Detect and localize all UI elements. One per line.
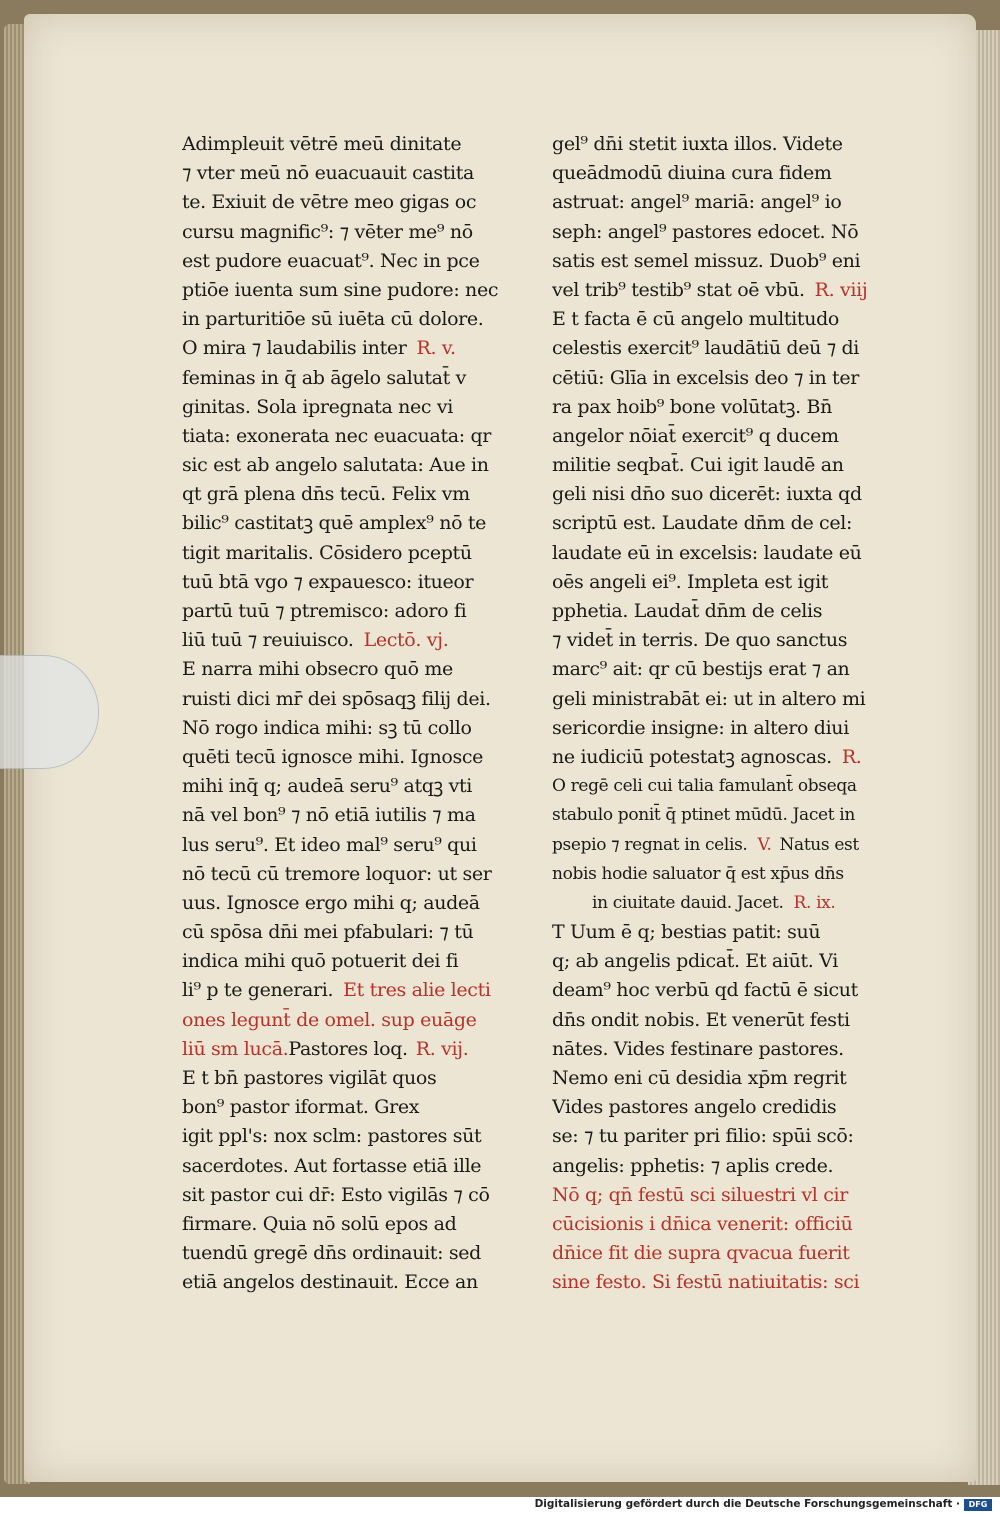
line-text: cū spōsa dn̄i mei pfabulari: ⁊ tū bbox=[182, 921, 474, 944]
text-line bbox=[182, 539, 532, 568]
line-text: igit ppl's: nox sclm: pastores sūt bbox=[182, 1125, 482, 1148]
text-line bbox=[552, 831, 902, 860]
line-text: te. Exiuit de vētre meo gigas oc bbox=[182, 191, 477, 214]
line-text: partū tuū ⁊ ptremisco: adoro fi bbox=[182, 600, 467, 622]
text-line bbox=[552, 685, 902, 714]
line-text: mihi inq̄ q; audeā seru⁹ atqꝫ vti bbox=[182, 775, 472, 798]
line-text: queādmodū diuina cura fidem bbox=[552, 162, 832, 185]
line-text: indica mihi quō potuerit dei fi bbox=[182, 950, 459, 973]
text-line bbox=[552, 509, 902, 538]
line-text: cursu magnific⁹: ⁊ vēter me⁹ nō bbox=[182, 220, 473, 243]
text-line bbox=[182, 801, 532, 830]
line-text: etiā angelos destinauit. Ecce an bbox=[182, 1271, 478, 1294]
text-line bbox=[182, 626, 532, 655]
line-text: quēti tecū ignosce mihi. Ignosce bbox=[182, 745, 484, 768]
line-text: dn̄ice fit die supra qvacua fuerit bbox=[552, 1242, 850, 1265]
line-text: E t facta ē cū angelo multitudo bbox=[552, 308, 839, 331]
text-line bbox=[182, 918, 532, 947]
footer-credit: Digitalisierung gefördert durch die Deutsche Forschungsgemeinschaft · bbox=[534, 1498, 960, 1510]
line-text: geli ministrabāt ei: ut in altero mi bbox=[552, 687, 866, 710]
text-line bbox=[552, 1064, 902, 1093]
line-text: ra pax hoib⁹ bone volūtatꝫ. Bn̄ bbox=[552, 395, 832, 418]
line-text: tigit maritalis. Cōsidero pceptū bbox=[182, 541, 472, 564]
text-line bbox=[182, 393, 532, 422]
line-text: T Uum ē q; bestias patit: suū bbox=[552, 921, 821, 944]
line-text: deam⁹ hoc verbū qd factū ē sicut bbox=[552, 979, 858, 1002]
text-line bbox=[182, 130, 532, 159]
text-line bbox=[182, 1006, 532, 1035]
line-text: vel trib⁹ testib⁹ stat oē vbū. bbox=[552, 278, 805, 301]
text-line bbox=[182, 305, 532, 334]
text-line bbox=[552, 1152, 902, 1181]
text-line bbox=[182, 159, 532, 188]
line-text: tuū btā vgo ⁊ expauesco: itueor bbox=[182, 570, 474, 593]
line-text: E t bn̄ pastores vigilāt quos bbox=[182, 1067, 437, 1089]
text-line bbox=[182, 685, 532, 714]
line-text: gel⁹ dn̄i stetit iuxta illos. Videte bbox=[552, 133, 843, 155]
text-line bbox=[182, 568, 532, 597]
rubric-marker: R. viij bbox=[814, 278, 868, 301]
text-line bbox=[182, 655, 532, 684]
line-text: q; ab angelis pdicat̄. Et aiūt. Vi bbox=[552, 950, 838, 973]
line-text: liū tuū ⁊ reuiuisco. bbox=[182, 629, 354, 652]
line-text-continuation: Pastores loq. bbox=[288, 1037, 408, 1060]
text-line bbox=[182, 276, 532, 305]
line-text: in parturitiōe sū iuēta cū dolore. bbox=[182, 308, 484, 331]
line-text: scriptū est. Laudate dn̄m de cel: bbox=[552, 512, 852, 535]
line-text: se: ⁊ tu pariter pri filio: spūi scō: bbox=[552, 1125, 854, 1148]
rubric-marker: Lectō. vj. bbox=[363, 629, 449, 652]
line-text: li⁹ p te generari. bbox=[182, 979, 334, 1002]
text-line bbox=[552, 1210, 902, 1239]
line-text: qt grā plena dn̄s tecū. Felix vm bbox=[182, 483, 470, 506]
text-line bbox=[182, 218, 532, 247]
line-text-continuation: Natus est bbox=[779, 834, 859, 855]
text-line bbox=[552, 772, 902, 801]
line-text: in ciuitate dauid. Jacet. bbox=[592, 892, 784, 913]
rubric-marker: Et tres alie lecti bbox=[343, 979, 491, 1002]
text-line bbox=[552, 364, 902, 393]
line-text: nobis hodie saluator q̄ est xp̄us dn̄s bbox=[552, 863, 844, 884]
text-line bbox=[552, 480, 902, 509]
line-text: ⁊ videt̄ in terris. De quo sanctus bbox=[552, 629, 848, 652]
line-text: Nō rogo indica mihi: sꝫ tū collo bbox=[182, 716, 472, 739]
text-line bbox=[182, 247, 532, 276]
text-line bbox=[552, 801, 902, 830]
rubric-marker: R. bbox=[841, 745, 862, 768]
text-line bbox=[552, 393, 902, 422]
line-text: O mira ⁊ laudabilis inter bbox=[182, 337, 407, 360]
text-line bbox=[182, 451, 532, 480]
text-line bbox=[552, 860, 902, 889]
text-line bbox=[552, 1035, 902, 1064]
line-text: lus seru⁹. Et ideo mal⁹ seru⁹ qui bbox=[182, 833, 477, 856]
line-text: nā vel bon⁹ ⁊ nō etiā iutilis ⁊ ma bbox=[182, 804, 476, 827]
text-line bbox=[552, 889, 902, 918]
line-text: ne iudiciū potestatꝫ agnoscas. bbox=[552, 745, 832, 768]
line-text: ⁊ vter meū nō euacuauit castita bbox=[182, 162, 475, 185]
line-text: satis est semel missuz. Duob⁹ eni bbox=[552, 249, 861, 272]
text-line bbox=[552, 218, 902, 247]
line-text: angelor nōiat̄ exercit⁹ q ducem bbox=[552, 424, 839, 447]
line-text: uus. Ignosce ergo mihi q; audeā bbox=[182, 891, 480, 914]
line-text: tuendū gregē dn̄s ordinauit: sed bbox=[182, 1242, 481, 1265]
line-text: bilic⁹ castitatꝫ quē amplex⁹ nō te bbox=[182, 512, 487, 535]
text-line bbox=[182, 772, 532, 801]
rubric-marker: V. bbox=[757, 834, 772, 855]
line-text: Vides pastores angelo credidis bbox=[552, 1096, 837, 1119]
line-text: ginitas. Sola ipregnata nec vi bbox=[182, 395, 454, 418]
rubric-marker: R. vij. bbox=[415, 1037, 469, 1060]
text-line bbox=[182, 597, 532, 626]
line-text: geli nisi dn̄o suo dicerēt: iuxta qd bbox=[552, 483, 862, 506]
text-line bbox=[182, 1035, 532, 1064]
text-line bbox=[552, 130, 902, 159]
text-line bbox=[552, 451, 902, 480]
text-line bbox=[552, 1122, 902, 1151]
text-line bbox=[182, 743, 532, 772]
line-text: bon⁹ pastor iformat. Grex bbox=[182, 1096, 420, 1119]
line-text: sic est ab angelo salutata: Aue in bbox=[182, 454, 489, 477]
text-line bbox=[182, 334, 532, 363]
line-text: firmare. Quia nō solū epos ad bbox=[182, 1212, 457, 1235]
line-text: est pudore euacuat⁹. Nec in pce bbox=[182, 249, 480, 272]
left-text-column bbox=[182, 130, 532, 1298]
text-line bbox=[552, 247, 902, 276]
line-text: Nemo eni cū desidia xp̄m regrit bbox=[552, 1067, 847, 1089]
dfg-logo: DFG bbox=[964, 1499, 992, 1511]
line-text: Nō q; qn̄ festū sci siluestri vl cir bbox=[552, 1183, 848, 1206]
line-text: pphetia. Laudat̄ dn̄m de celis bbox=[552, 600, 823, 622]
line-text: ruisti dici mr̄ dei spōsaqꝫ filij dei. bbox=[182, 687, 491, 710]
line-text: militie seqbat̄. Cui igit laudē an bbox=[552, 454, 844, 477]
text-line bbox=[552, 188, 902, 217]
text-line bbox=[552, 334, 902, 363]
text-line bbox=[552, 1181, 902, 1210]
line-text: celestis exercit⁹ laudātiū deū ⁊ di bbox=[552, 337, 860, 360]
text-line bbox=[182, 480, 532, 509]
line-text: cūcisionis i dn̄ica venerit: officiū bbox=[552, 1212, 853, 1235]
text-line bbox=[182, 714, 532, 743]
line-text: angelis: pphetis: ⁊ aplis crede. bbox=[552, 1154, 834, 1177]
line-text: laudate eū in excelsis: laudate eū bbox=[552, 541, 862, 564]
line-text: ones legunt̄ de omel. sup euāge bbox=[182, 1008, 477, 1031]
text-line bbox=[552, 714, 902, 743]
line-text: tiata: exonerata nec euacuata: qr bbox=[182, 424, 492, 447]
text-line bbox=[182, 976, 532, 1005]
text-line bbox=[552, 568, 902, 597]
line-text: seph: angel⁹ pastores edocet. Nō bbox=[552, 220, 859, 243]
text-line bbox=[552, 947, 902, 976]
text-line bbox=[182, 509, 532, 538]
text-line bbox=[182, 422, 532, 451]
text-line bbox=[182, 1181, 532, 1210]
text-line bbox=[552, 597, 902, 626]
text-line bbox=[552, 626, 902, 655]
line-text: marc⁹ ait: qr cū bestijs erat ⁊ an bbox=[552, 658, 850, 681]
line-text: oēs angeli ei⁹. Impleta est igit bbox=[552, 570, 829, 593]
text-line bbox=[182, 1268, 532, 1297]
line-text: cētiū: Glīa in excelsis deo ⁊ in ter bbox=[552, 366, 859, 389]
line-text: sine festo. Si festū natiuitatis: sci bbox=[552, 1271, 860, 1294]
line-text: Adimpleuit vētrē meū dinitate bbox=[182, 133, 462, 155]
text-line bbox=[182, 1152, 532, 1181]
line-text: nō tecū cū tremore loquor: ut ser bbox=[182, 862, 492, 885]
text-line bbox=[182, 364, 532, 393]
line-text: feminas in q̄ ab āgelo salutat̄ v bbox=[182, 366, 467, 389]
text-line bbox=[552, 276, 902, 305]
text-line bbox=[552, 1268, 902, 1297]
text-line bbox=[182, 1122, 532, 1151]
text-line bbox=[552, 422, 902, 451]
text-line bbox=[182, 831, 532, 860]
line-text: sericordie insigne: in altero diui bbox=[552, 716, 849, 739]
line-text: astruat: angel⁹ mariā: angel⁹ io bbox=[552, 191, 842, 214]
rubric-marker: R. ix. bbox=[793, 892, 836, 913]
text-line bbox=[182, 860, 532, 889]
right-text-column bbox=[552, 130, 902, 1298]
text-line bbox=[552, 976, 902, 1005]
line-text: ptiōe iuenta sum sine pudore: nec bbox=[182, 278, 499, 301]
line-text: stabulo ponit̄ q̄ ptinet mūdū. Jacet in bbox=[552, 805, 855, 826]
line-text: O regē celi cui talia famulant̄ obseqa bbox=[552, 776, 857, 797]
line-text: liū sm lucā. bbox=[182, 1037, 289, 1060]
rubric-marker: R. v. bbox=[416, 337, 456, 360]
text-line bbox=[552, 918, 902, 947]
line-text: sacerdotes. Aut fortasse etiā ille bbox=[182, 1154, 482, 1177]
text-line bbox=[182, 1239, 532, 1268]
text-line bbox=[552, 159, 902, 188]
line-text: psepio ⁊ regnat in celis. bbox=[552, 834, 748, 855]
text-line bbox=[552, 1006, 902, 1035]
text-line bbox=[552, 1093, 902, 1122]
text-line bbox=[182, 1064, 532, 1093]
text-line bbox=[182, 947, 532, 976]
text-line bbox=[182, 1093, 532, 1122]
line-text: dn̄s ondit nobis. Et venerūt festi bbox=[552, 1008, 850, 1031]
line-text: nātes. Vides festinare pastores. bbox=[552, 1037, 844, 1060]
text-line bbox=[552, 305, 902, 334]
text-line bbox=[182, 889, 532, 918]
text-line bbox=[552, 655, 902, 684]
line-text: sit pastor cui dr̄: Esto vigilās ⁊ cō bbox=[182, 1183, 490, 1206]
text-line bbox=[182, 188, 532, 217]
text-line bbox=[552, 539, 902, 568]
text-line bbox=[552, 743, 902, 772]
text-line bbox=[182, 1210, 532, 1239]
text-line bbox=[552, 1239, 902, 1268]
line-text: E narra mihi obsecro quō me bbox=[182, 658, 453, 681]
